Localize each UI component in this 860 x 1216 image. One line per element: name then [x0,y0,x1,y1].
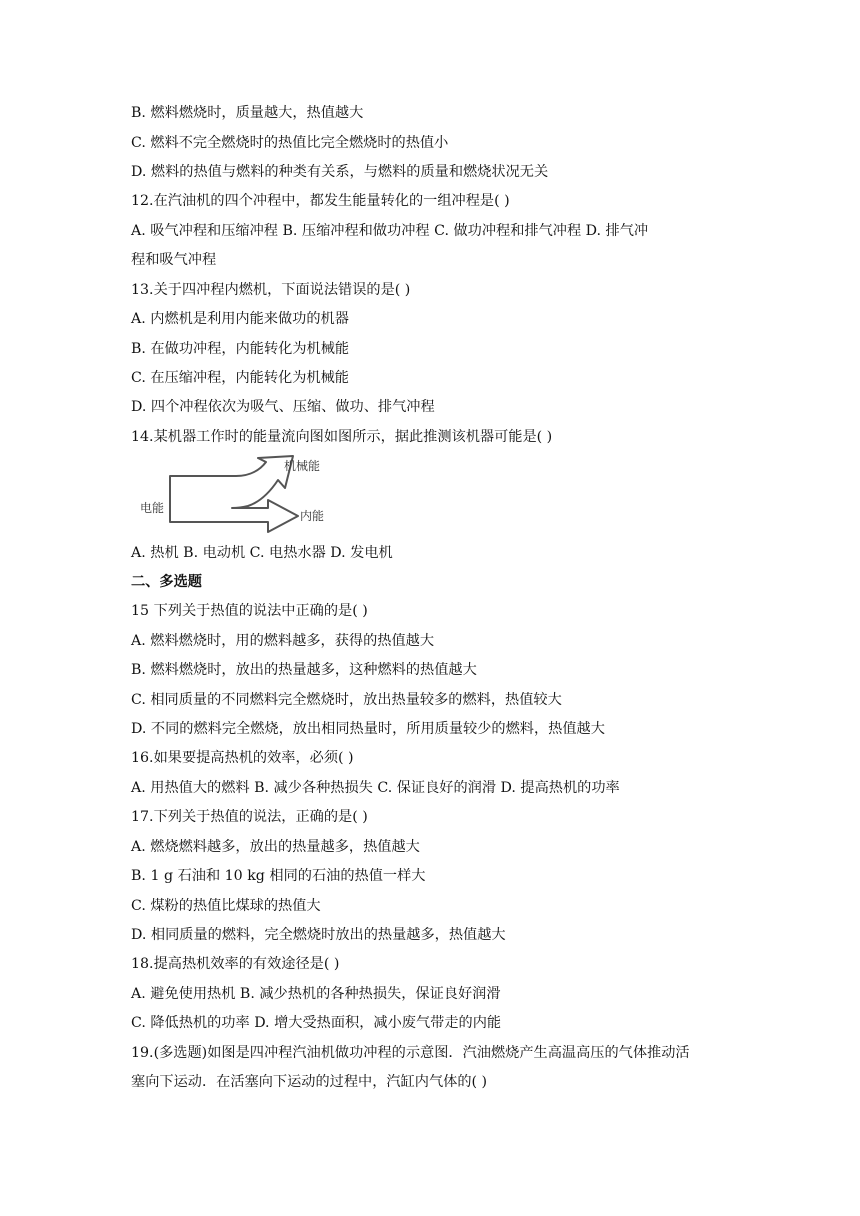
option-c-q11: C. 燃料不完全燃烧时的热值比完全燃烧时的热值小 [131,135,449,151]
options-q16: A. 用热值大的燃料 B. 减少各种热损失 C. 保证良好的润滑 D. 提高热机的功率 [131,780,620,796]
question-15: 15 下列关于热值的说法中正确的是( ) [131,603,368,619]
options-q12-line1: A. 吸气冲程和压缩冲程 B. 压缩冲程和做功冲程 C. 做功冲程和排气冲程 D. 排气冲 [131,223,649,239]
option-c-q13: C. 在压缩冲程，内能转化为机械能 [131,370,349,386]
output-internal-label: 内能 [300,509,325,523]
section-heading-multiple-choice: 二、多选题 [131,574,202,590]
question-17: 17.下列关于热值的说法，正确的是( ) [131,809,368,825]
question-16: 16.如果要提高热机的效率，必须( ) [131,750,354,766]
flow-arrow-shape [170,456,298,532]
options-q14: A. 热机 B. 电动机 C. 电热水器 D. 发电机 [131,545,393,561]
option-b-q13: B. 在做功冲程，内能转化为机械能 [131,341,350,357]
question-19-line1: 19.(多选题)如图是四冲程汽油机做功冲程的示意图．汽油燃烧产生高温高压的气体推动活 [131,1045,690,1061]
option-d-q11: D. 燃料的热值与燃料的种类有关系，与燃料的质量和燃烧状况无关 [131,164,549,180]
option-c-q15: C. 相同质量的不同燃料完全燃烧时，放出热量较多的燃料，热值较大 [131,692,562,708]
option-c-q17: C. 煤粉的热值比煤球的热值大 [131,898,321,914]
output-mechanical-label: 机械能 [284,459,321,473]
option-a-q17: A. 燃烧燃料越多，放出的热量越多，热值越大 [131,839,420,855]
input-energy-label: 电能 [140,501,165,515]
question-19-line2: 塞向下运动．在活塞向下运动的过程中，汽缸内气体的( ) [131,1074,488,1090]
question-18: 18.提高热机效率的有效途径是( ) [131,956,340,972]
option-a-q13: A. 内燃机是利用内能来做功的机器 [131,311,349,327]
options-q18-line1: A. 避免使用热机 B. 减少热机的各种热损失，保证良好润滑 [131,986,501,1002]
question-14: 14.某机器工作时的能量流向图如图所示，据此推测该机器可能是( ) [131,429,553,445]
option-d-q17: D. 相同质量的燃料，完全燃烧时放出的热量越多，热值越大 [131,927,506,943]
option-a-q15: A. 燃料燃烧时，用的燃料越多，获得的热值越大 [131,633,435,649]
option-b-q11: B. 燃料燃烧时，质量越大，热值越大 [131,105,364,121]
question-13: 13.关于四冲程内燃机，下面说法错误的是( ) [131,282,411,298]
option-d-q15: D. 不同的燃料完全燃烧，放出相同热量时，所用质量较少的燃料，热值越大 [131,721,605,737]
options-q18-line2: C. 降低热机的功率 D. 增大受热面积，减小废气带走的内能 [131,1015,502,1031]
option-d-q13: D. 四个冲程依次为吸气、压缩、做功、排气冲程 [131,399,435,415]
options-q12-line2: 程和吸气冲程 [131,252,217,268]
option-b-q15: B. 燃料燃烧时，放出的热量越多，这种燃料的热值越大 [131,662,477,678]
question-12: 12.在汽油机的四个冲程中，都发生能量转化的一组冲程是( ) [131,193,510,209]
energy-flow-diagram [138,452,338,538]
option-b-q17: B. 1 g 石油和 10 kg 相同的石油的热值一样大 [131,868,426,884]
